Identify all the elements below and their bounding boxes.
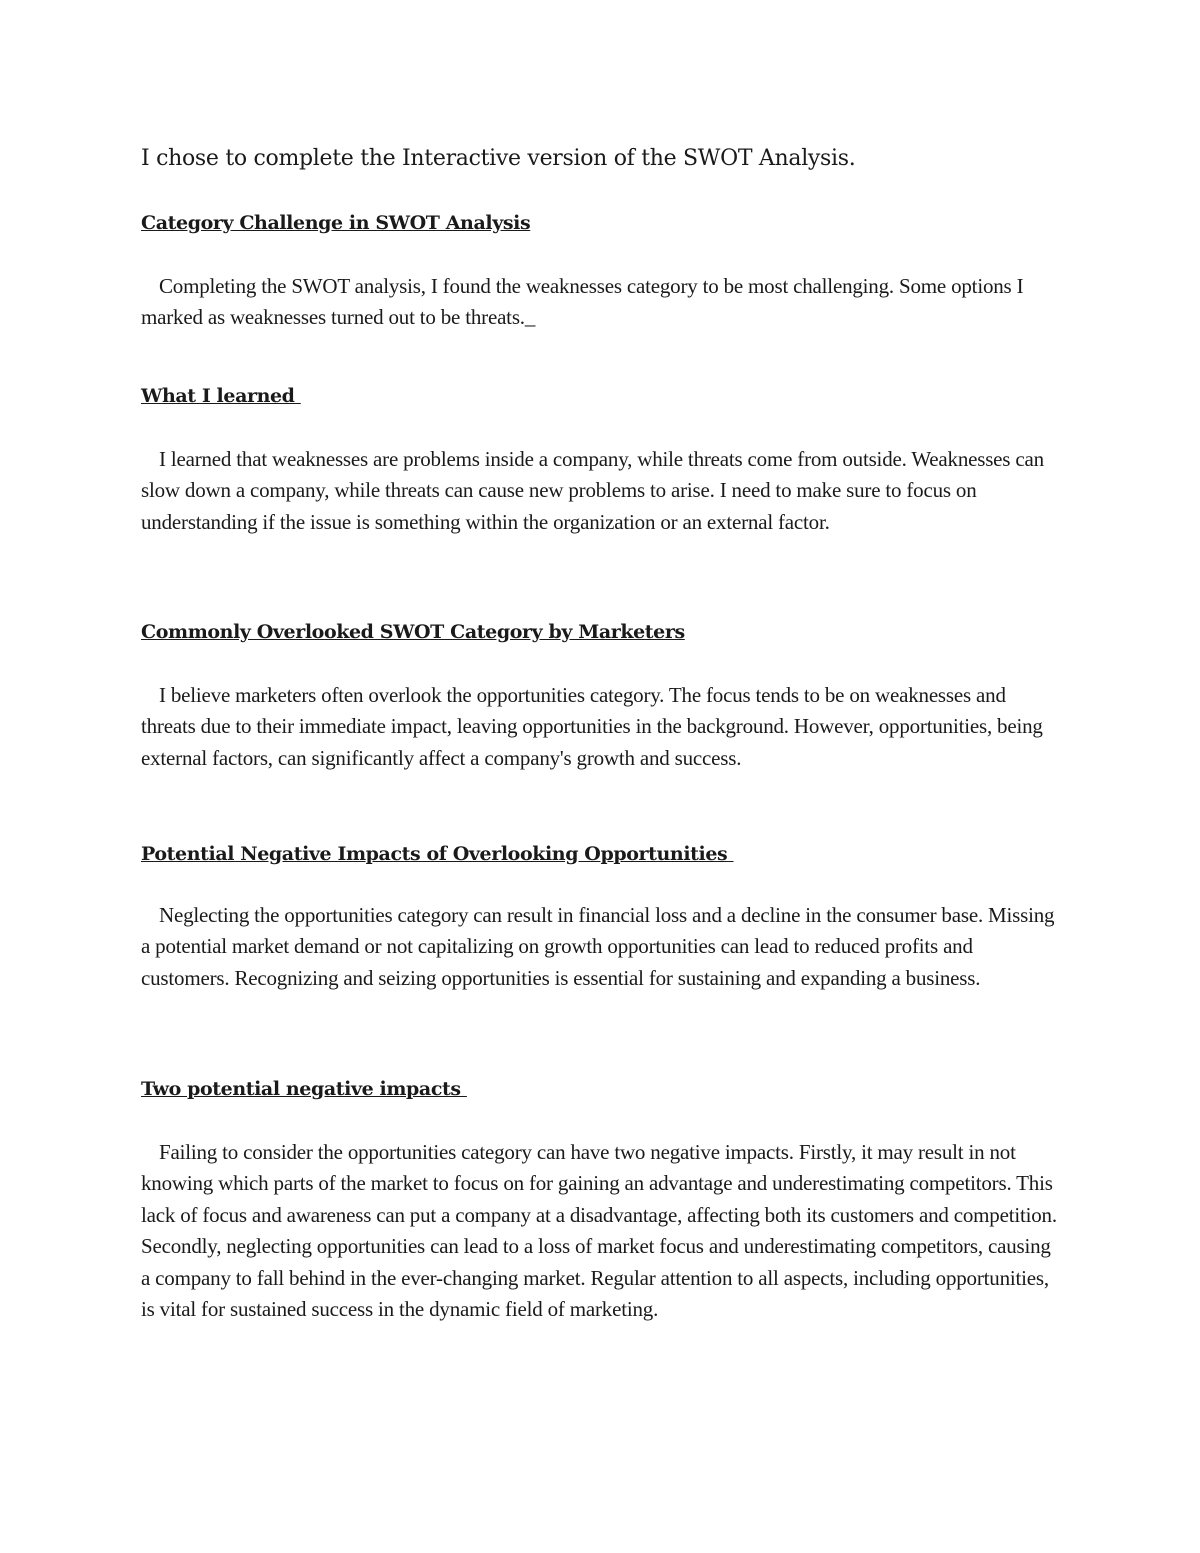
section-body-what-i-learned: I learned that weaknesses are problems inside a company, while threats come from outside. Weaknesses can slow down a company, while threats can cause new problems to arise. I need to make sure to focus on understanding if the issue is something within the organization or an external factor. (141, 447, 1044, 534)
section-heading-potential-negative-impacts: Potential Negative Impacts of Overlooking Opportunities (141, 843, 734, 865)
section-body-category-challenge: Completing the SWOT analysis, I found the weaknesses category to be most challenging. Some options I marked as weaknesses turned out to be threats._ (141, 274, 1024, 330)
section-body-commonly-overlooked: I believe marketers often overlook the opportunities category. The focus tends to be on weaknesses and threats due to their immediate impact, leaving opportunities in the background. However, opportunities, being external factors, can significantly affect a company's growth and success. (141, 683, 1043, 770)
section-body-two-negative-impacts: Failing to consider the opportunities category can have two negative impacts. Firstly, it may result in not knowing which parts of the market to focus on for gaining an advantage and underestimating competitors. This lack of focus and awareness can put a company at a disadvantage, affecting both its customers and competition. Secondly, neglecting opportunities can lead to a loss of market focus and underestimating competitors, causing a company to fall behind in the ever-changing market. Regular attention to all aspects, including opportunities, is vital for sustained success in the dynamic field of marketing. (141, 1140, 1057, 1322)
section-heading-two-negative-impacts: Two potential negative impacts (141, 1078, 467, 1100)
section-body-potential-negative-impacts: Neglecting the opportunities category can result in financial loss and a decline in the consumer base. Missing a potential market demand or not capitalizing on growth opportunities can lead to reduced profits and customers. Recognizing and seizing opportunities is essential for sustaining and expanding a business. (141, 903, 1055, 990)
section-heading-what-i-learned: What I learned (141, 385, 301, 407)
document-title: I chose to complete the Interactive version of the SWOT Analysis. (141, 146, 856, 171)
section-heading-category-challenge: Category Challenge in SWOT Analysis (141, 212, 531, 234)
section-heading-commonly-overlooked: Commonly Overlooked SWOT Category by Marketers (141, 621, 685, 643)
